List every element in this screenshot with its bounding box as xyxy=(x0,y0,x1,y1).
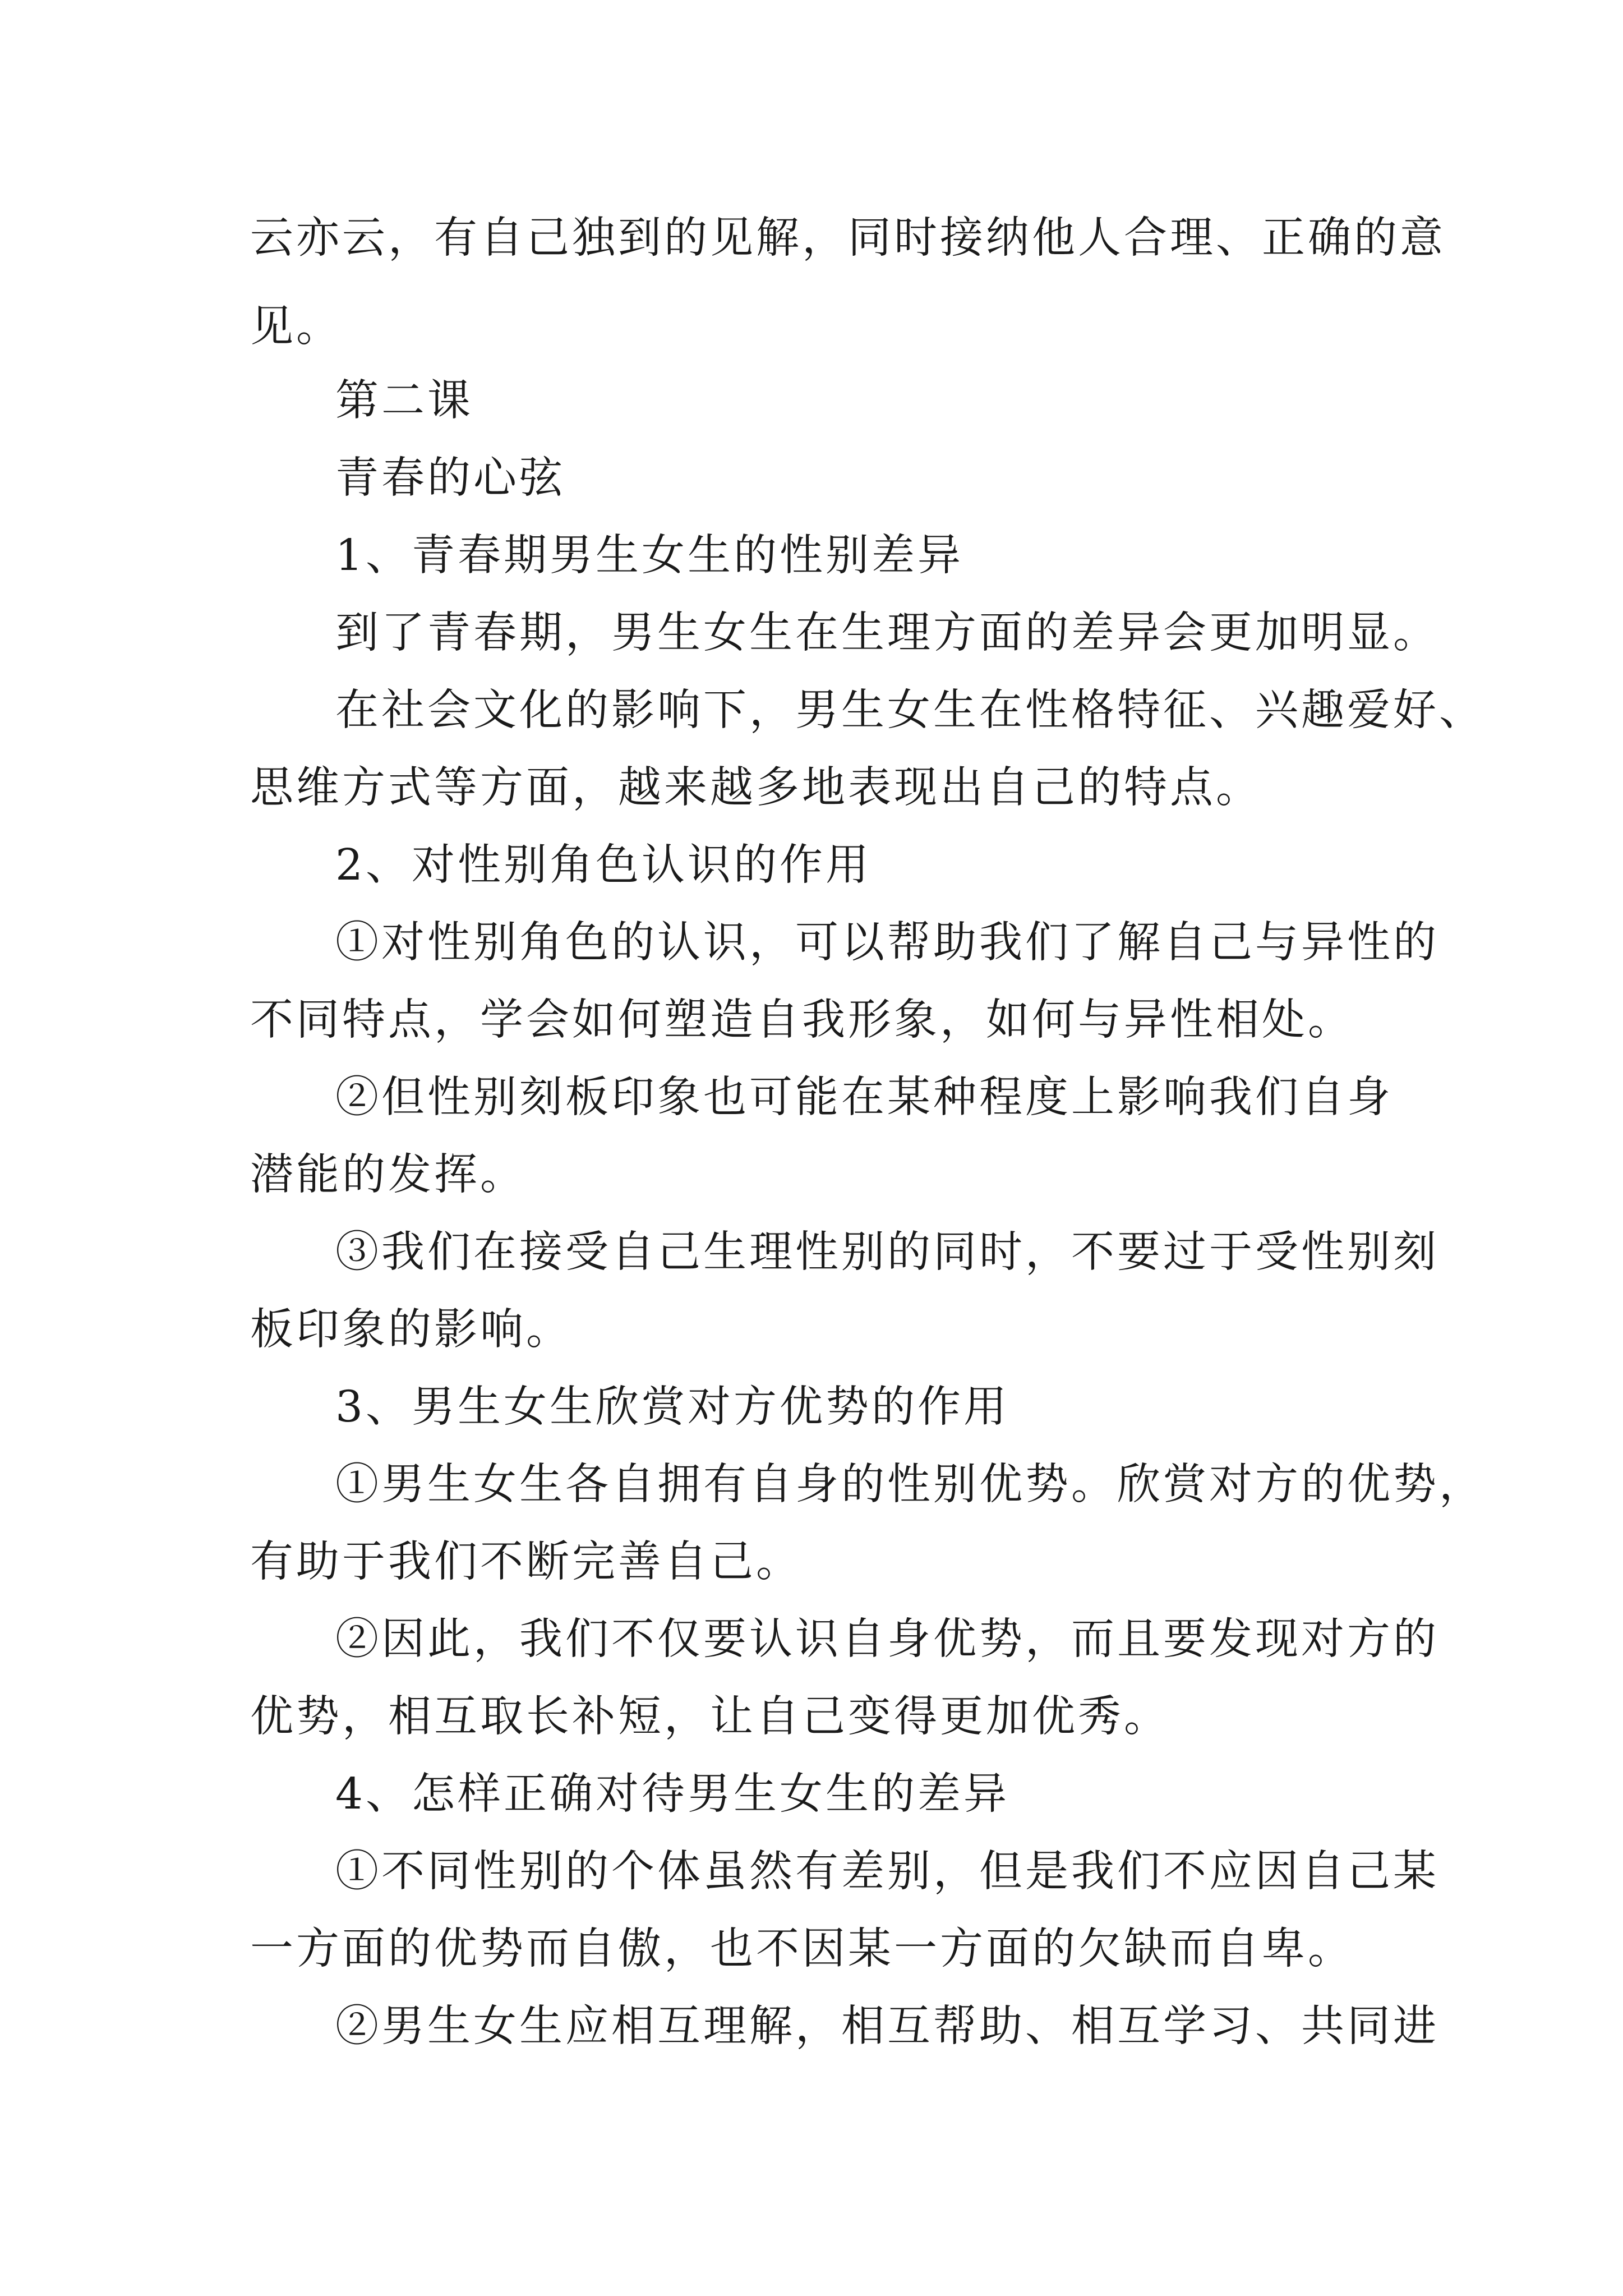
text-line: ②因此，我们不仅要认识自身优势，而且要发现对方的 xyxy=(335,1614,1439,1664)
text-line: 板印象的影响。 xyxy=(250,1305,572,1355)
text-line: 潜能的发挥。 xyxy=(250,1150,526,1200)
lesson-subtitle: 青春的心弦 xyxy=(335,453,565,503)
lesson-title: 第二课 xyxy=(335,376,473,426)
text-line: 在社会文化的影响下，男生女生在性格特征、兴趣爱好、 xyxy=(335,685,1485,735)
section-heading: 2、对性别角色认识的作用 xyxy=(335,840,872,890)
text-line: ①对性别角色的认识，可以帮助我们了解自己与异性的 xyxy=(335,918,1439,968)
text-line: 优势，相互取长补短，让自己变得更加优秀。 xyxy=(250,1692,1170,1742)
text-line: 云亦云，有自己独到的见解，同时接纳他人合理、正确的意 xyxy=(250,213,1446,263)
section-heading: 1、青春期男生女生的性别差异 xyxy=(335,531,963,581)
text-line: ②男生女生应相互理解，相互帮助、相互学习、共同进 xyxy=(335,2001,1439,2051)
section-heading: 3、男生女生欣赏对方优势的作用 xyxy=(335,1382,1009,1432)
text-line: 不同特点，学会如何塑造自我形象，如何与异性相处。 xyxy=(250,995,1354,1045)
section-heading: 4、怎样正确对待男生女生的差异 xyxy=(335,1769,1009,1819)
text-line: 见。 xyxy=(250,302,342,352)
text-line: ③我们在接受自己生理性别的同时，不要过于受性别刻 xyxy=(335,1227,1439,1277)
text-line: ②但性别刻板印象也可能在某种程度上影响我们自身 xyxy=(335,1073,1393,1122)
text-line: ①不同性别的个体虽然有差别，但是我们不应因自己某 xyxy=(335,1847,1439,1897)
text-line: 有助于我们不断完善自己。 xyxy=(250,1537,802,1587)
text-line: 一方面的优势而自傲，也不因某一方面的欠缺而自卑。 xyxy=(250,1924,1354,1974)
text-line: 思维方式等方面，越来越多地表现出自己的特点。 xyxy=(250,763,1262,813)
text-line: ①男生女生各自拥有自身的性别优势。欣赏对方的优势， xyxy=(335,1460,1485,1510)
text-line: 到了青春期，男生女生在生理方面的差异会更加明显。 xyxy=(335,608,1439,658)
